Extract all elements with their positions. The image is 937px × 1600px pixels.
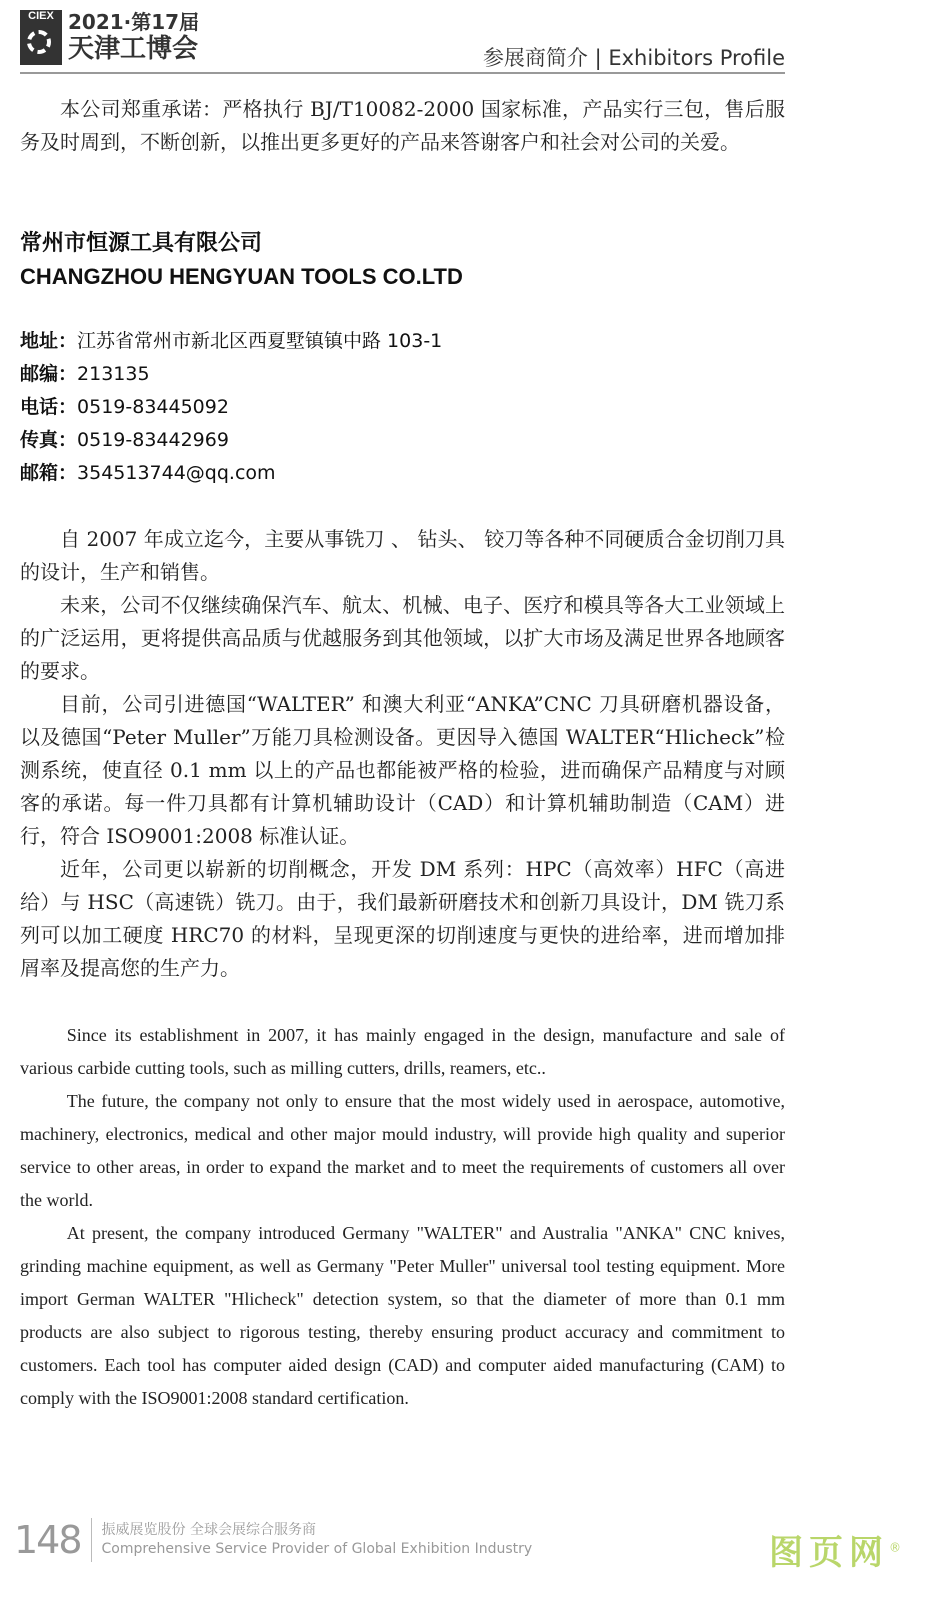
ciex-logo-mark xyxy=(20,10,62,65)
section-title: 参展商简介 | Exhibitors Profile xyxy=(482,46,785,70)
registered-mark: ® xyxy=(889,1540,907,1555)
zh-paragraph: 目前，公司引进德国“WALTER” 和澳大利亚“ANKA”CNC 刀具研磨机器设备，以及德国“Peter Muller”万能刀具检测设备。更因导入德国 WALTER“Hlicheck”检测系统，使直径 0.1 mm 以上的产品也都能被严格的检验，进而确保产品精度与对顾客的承诺。每一件刀具都有计算机辅助设计（CAD）和计算机辅助制造（CAM）进行，符合 ISO9001:2008 标准认证。 xyxy=(20,692,785,848)
en-paragraph: At present, the company introduced Germany "WALTER" and Australia "ANKA" CNC knives, grinding machine equipment, as well as Germany "Peter Muller" universal tool testing equipment. More import German WALTER "Hlicheck" detection system, so that the diameter of more than 0.1 mm products are also subject to rigorous testing, thereby ensuring product accuracy and commitment to customers. Each tool has computer aided design (CAD) and computer aided manufacturing (CAM) to comply with the ISO9001:2008 standard certification. xyxy=(20,1223,785,1408)
page-footer xyxy=(14,1518,532,1562)
intro-paragraph: 本公司郑重承诺：严格执行 BJ/T10082-2000 国家标准，产品实行三包，售后服务及时周到，不断创新，以推出更多更好的产品来答谢客户和社会对公司的关爱。 xyxy=(20,97,785,154)
company-name-en: CHANGZHOU HENGYUAN TOOLS CO.LTD xyxy=(20,264,463,289)
en-paragraph: Since its establishment in 2007, it has mainly engaged in the design, manufacture and sale of various carbide cutting tools, such as milling cutters, drills, reamers, etc.. xyxy=(20,1025,785,1078)
footer-line2: Comprehensive Service Provider of Global Exhibition Industry xyxy=(101,1541,533,1557)
logo-line1: 2021·第17届 xyxy=(68,10,200,34)
contact-phone xyxy=(20,391,785,424)
contact-fax xyxy=(20,424,785,457)
page-content xyxy=(20,93,785,1415)
watermark-text: 图页网 xyxy=(769,1533,889,1573)
zh-paragraph: 近年，公司更以崭新的切削概念，开发 DM 系列：HPC（高效率）HFC（高进给）与 HSC（高速铣）铣刀。由于，我们最新研磨技术和创新刀具设计，DM 铣刀系列可以加工硬度 HRC70 的材料，呈现更深的切削速度与更快的进给率，进而增加排屑率及提高您的生产力。 xyxy=(20,857,785,980)
contact-value: 江苏省常州市新北区西夏墅镇镇中路 103-1 xyxy=(77,330,443,352)
zh-paragraph: 自 2007 年成立迄今，主要从事铣刀 、 钻头、 铰刀等各种不同硬质合金切削刀具的设计，生产和销售。 xyxy=(20,527,785,584)
contact-value: 354513744@qq.com xyxy=(77,462,276,484)
english-description xyxy=(20,1019,785,1415)
contact-label: 邮编： xyxy=(20,363,78,385)
contact-label: 传真： xyxy=(20,429,78,451)
zh-paragraph: 未来，公司不仅继续确保汽车、航太、机械、电子、医疗和模具等各大工业领域上的广泛运用，更将提供高品质与优越服务到其他领域，以扩大市场及满足世界各地顾客的要求。 xyxy=(20,593,785,683)
contact-label: 邮箱： xyxy=(20,462,78,484)
contact-list xyxy=(20,325,785,490)
contact-address xyxy=(20,325,785,358)
contact-value: 213135 xyxy=(77,363,150,385)
contact-value: 0519-83445092 xyxy=(77,396,229,418)
company-name-zh: 常州市恒源工具有限公司 xyxy=(20,231,263,256)
contact-postcode xyxy=(20,358,785,391)
contact-value: 0519-83442969 xyxy=(77,429,229,451)
logo-line2: 天津工博会 xyxy=(68,34,199,64)
gear-icon xyxy=(27,30,51,54)
en-paragraph: The future, the company not only to ensure that the most widely used in aerospace, automotive, machinery, electronics, medical and other major mould industry, will provide high quality and superior service to other areas, in order to expand the market and to meet the requirements of customers all over the world. xyxy=(20,1091,785,1210)
footer-line1: 振威展览股份 全球会展综合服务商 xyxy=(101,1522,316,1538)
chinese-description xyxy=(20,523,785,985)
header-divider xyxy=(20,72,785,74)
page-number: 148 xyxy=(14,1518,92,1562)
expo-logo xyxy=(20,10,199,65)
logo-abbr: CIEX xyxy=(28,10,54,22)
contact-label: 地址： xyxy=(20,330,78,352)
contact-email xyxy=(20,457,785,490)
watermark-logo xyxy=(769,1525,907,1574)
contact-label: 电话： xyxy=(20,396,78,418)
